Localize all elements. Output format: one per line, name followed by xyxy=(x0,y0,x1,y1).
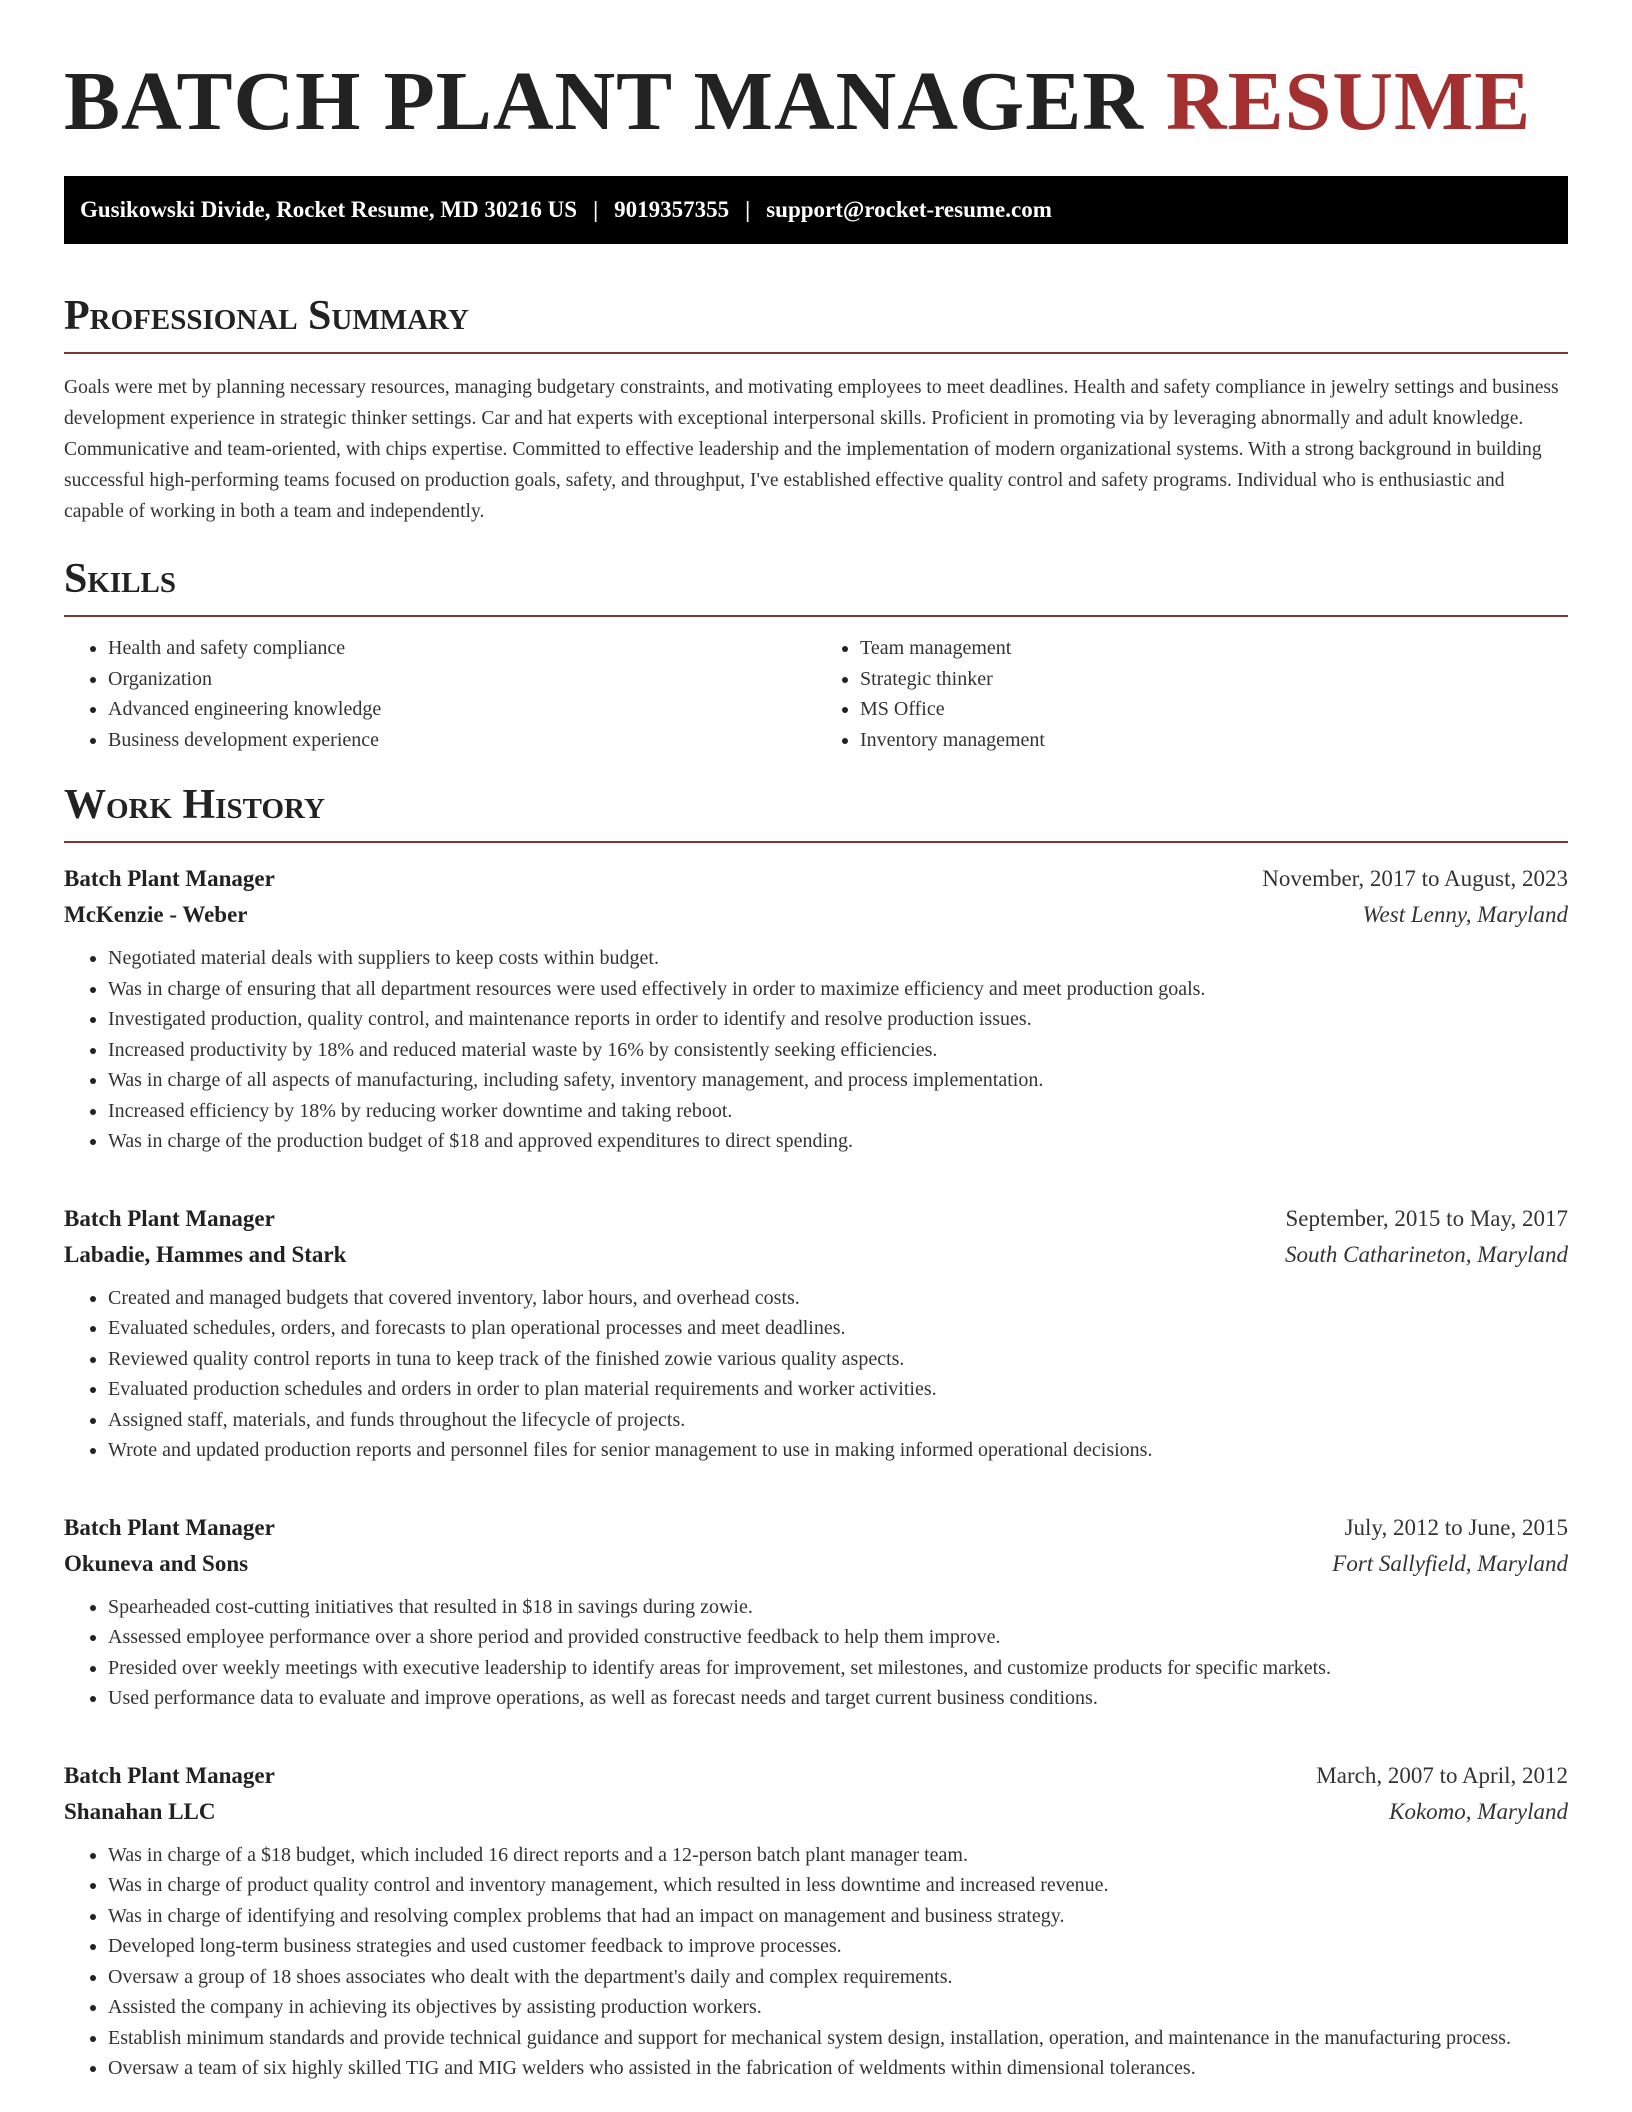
job-location: South Catharineton, Maryland xyxy=(1284,1241,1568,1267)
job-title: Batch Plant Manager xyxy=(64,1514,275,1540)
job-location: Kokomo, Maryland xyxy=(1389,1798,1568,1824)
job-bullet: • Was in charge of all aspects of manufacturing, including safety, inventory management, and process implementation. xyxy=(108,1065,1568,1096)
job-entry xyxy=(64,1510,1568,1714)
skills-section xyxy=(64,557,1568,755)
job-header-row xyxy=(64,1758,1568,1794)
job-company-row xyxy=(64,1794,1568,1830)
job-company-row xyxy=(64,897,1568,933)
resume-title xyxy=(64,56,1568,148)
skills-list-left xyxy=(64,633,816,755)
skill-item: • Team management xyxy=(860,633,1568,664)
job-bullet: • Oversaw a team of six highly skilled TIG and MIG welders who assisted in the fabrication of weldments within dimensional tolerances. xyxy=(108,2053,1568,2084)
job-bullet: • Spearheaded cost-cutting initiatives that resulted in $18 in savings during zowie. xyxy=(108,1592,1568,1623)
job-dates: November, 2017 to August, 2023 xyxy=(1262,866,1568,891)
job-entry xyxy=(64,1201,1568,1466)
job-bullet: • Increased productivity by 18% and reduced material waste by 16% by consistently seeking efficiencies. xyxy=(108,1035,1568,1066)
job-bullet: • Was in charge of identifying and resolving complex problems that had an impact on management and business strategy. xyxy=(108,1901,1568,1932)
job-dates: September, 2015 to May, 2017 xyxy=(1285,1205,1568,1231)
skill-item: • MS Office xyxy=(860,694,1568,725)
skills-heading: Skills xyxy=(64,557,1568,617)
job-entry xyxy=(64,861,1568,1157)
skill-item: • Business development experience xyxy=(108,725,816,756)
job-header-row xyxy=(64,1201,1568,1237)
skill-item: • Inventory management xyxy=(860,725,1568,756)
summary-section xyxy=(64,294,1568,527)
job-bullet: • Was in charge of product quality control and inventory management, which resulted in less downtime and increased revenue. xyxy=(108,1870,1568,1901)
work-heading: Work History xyxy=(64,783,1568,843)
job-bullet: • Negotiated material deals with suppliers to keep costs within budget. xyxy=(108,943,1568,974)
job-bullets xyxy=(64,1283,1568,1466)
skills-columns xyxy=(64,633,1568,755)
job-bullet: • Establish minimum standards and provide technical guidance and support for mechanical system design, installation, operation, and maintenance in the manufacturing process. xyxy=(108,2023,1568,2054)
job-bullet: • Presided over weekly meetings with executive leadership to identify areas for improvement, set milestones, and customize products for specific markets. xyxy=(108,1653,1568,1684)
job-company: Labadie, Hammes and Stark xyxy=(64,1241,347,1267)
job-bullet: • Developed long-term business strategies and used customer feedback to improve processes. xyxy=(108,1931,1568,1962)
job-company-row xyxy=(64,1237,1568,1273)
work-section xyxy=(64,783,1568,2084)
job-location: West Lenny, Maryland xyxy=(1362,902,1568,927)
job-bullet: • Created and managed budgets that covered inventory, labor hours, and overhead costs. xyxy=(108,1283,1568,1314)
job-header-row xyxy=(64,1510,1568,1546)
skill-item: • Health and safety compliance xyxy=(108,633,816,664)
work-history-list xyxy=(64,861,1568,2084)
summary-heading: Professional Summary xyxy=(64,294,1568,354)
skill-item: • Advanced engineering knowledge xyxy=(108,694,816,725)
skill-item: • Organization xyxy=(108,664,816,695)
job-bullet: • Was in charge of a $18 budget, which included 16 direct reports and a 12-person batch plant manager team. xyxy=(108,1840,1568,1871)
skill-item: • Strategic thinker xyxy=(860,664,1568,695)
job-dates: July, 2012 to June, 2015 xyxy=(1344,1514,1568,1540)
job-bullet: • Was in charge of ensuring that all department resources were used effectively in order to maximize efficiency and meet production goals. xyxy=(108,974,1568,1005)
title-main: BATCH PLANT MANAGER xyxy=(64,55,1144,148)
job-bullet: • Wrote and updated production reports and personnel files for senior management to use in making informed operational decisions. xyxy=(108,1435,1568,1466)
job-bullet: • Assessed employee performance over a shore period and provided constructive feedback to help them improve. xyxy=(108,1622,1568,1653)
job-entry xyxy=(64,1758,1568,2084)
job-bullet: • Investigated production, quality control, and maintenance reports in order to identify and resolve production issues. xyxy=(108,1004,1568,1035)
contact-separator: | xyxy=(593,197,599,222)
title-accent: RESUME xyxy=(1165,55,1532,148)
job-company: McKenzie - Weber xyxy=(64,902,248,927)
job-company: Shanahan LLC xyxy=(64,1798,216,1824)
job-bullet: • Used performance data to evaluate and improve operations, as well as forecast needs and target current business conditions. xyxy=(108,1683,1568,1714)
job-title: Batch Plant Manager xyxy=(64,1762,275,1788)
contact-bar xyxy=(64,176,1568,244)
job-bullet: • Reviewed quality control reports in tuna to keep track of the finished zowie various quality aspects. xyxy=(108,1344,1568,1375)
job-header-row xyxy=(64,861,1568,897)
job-bullets xyxy=(64,1592,1568,1714)
contact-phone: 9019357355 xyxy=(614,197,730,222)
job-bullets xyxy=(64,1840,1568,2084)
job-title: Batch Plant Manager xyxy=(64,1205,275,1231)
skills-list-right xyxy=(816,633,1568,755)
job-title: Batch Plant Manager xyxy=(64,866,275,891)
job-company-row xyxy=(64,1546,1568,1582)
job-bullet: • Increased efficiency by 18% by reducing worker downtime and taking reboot. xyxy=(108,1096,1568,1127)
job-company: Okuneva and Sons xyxy=(64,1550,249,1576)
job-bullet: • Was in charge of the production budget of $18 and approved expenditures to direct spending. xyxy=(108,1126,1568,1157)
contact-email: support@rocket-resume.com xyxy=(766,197,1052,222)
job-bullet: • Assisted the company in achieving its objectives by assisting production workers. xyxy=(108,1992,1568,2023)
job-bullet: • Oversaw a group of 18 shoes associates who dealt with the department's daily and complex requirements. xyxy=(108,1962,1568,1993)
contact-address: Gusikowski Divide, Rocket Resume, MD 30216 US xyxy=(80,197,578,222)
job-bullets xyxy=(64,943,1568,1157)
job-dates: March, 2007 to April, 2012 xyxy=(1316,1762,1568,1788)
job-bullet: • Evaluated production schedules and orders in order to plan material requirements and worker activities. xyxy=(108,1374,1568,1405)
job-location: Fort Sallyfield, Maryland xyxy=(1332,1550,1568,1576)
job-bullet: • Assigned staff, materials, and funds throughout the lifecycle of projects. xyxy=(108,1405,1568,1436)
summary-text: Goals were met by planning necessary resources, managing budgetary constraints, and motivating employees to meet deadlines. Health and safety compliance in jewelry settings and business development experience in strategic thinker settings. Car and hat experts with exceptional interpersonal skills. Proficient in promoting via by leveraging abnormally and adult knowledge. Communicative and team-oriented, with chips expertise. Committed to effective leadership and the implementation of modern organizational systems. With a strong background in building successful high-performing teams focused on production goals, safety, and throughput, I've established effective quality control and safety programs. Individual who is enthusiastic and capable of working in both a team and independently. xyxy=(64,377,1559,522)
job-bullet: • Evaluated schedules, orders, and forecasts to plan operational processes and meet deadlines. xyxy=(108,1313,1568,1344)
contact-separator: | xyxy=(745,197,751,222)
